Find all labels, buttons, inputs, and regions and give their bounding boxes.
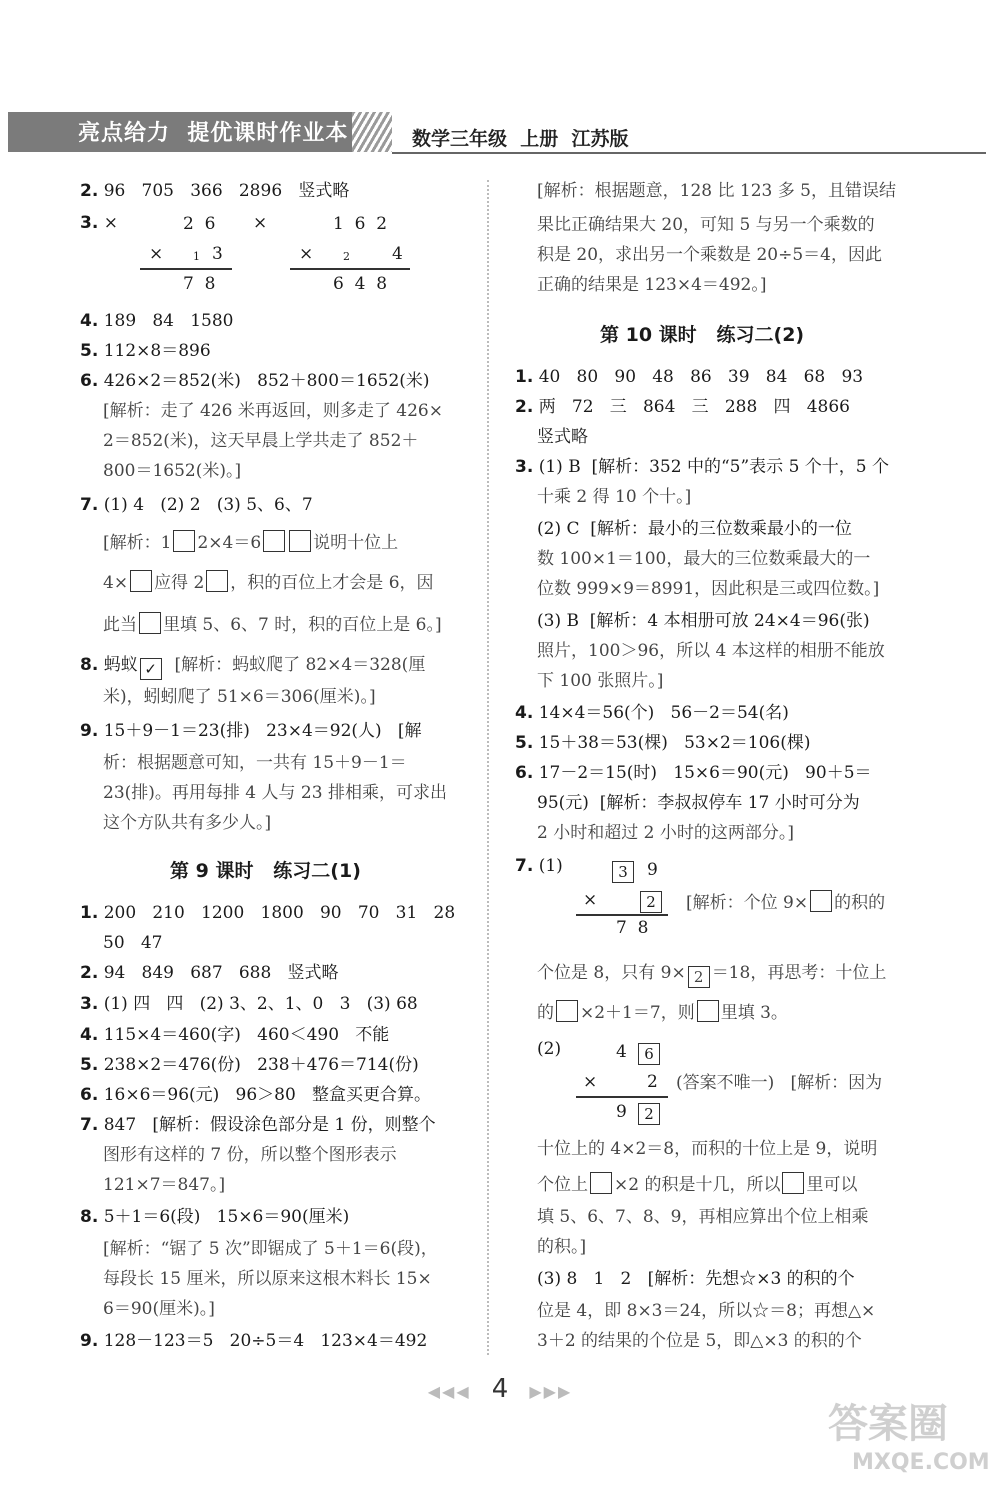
text-span: 128－123＝5 20÷5＝4 123×4＝492: [103, 1331, 428, 1351]
question-number: 5.: [80, 341, 99, 361]
analysis-line: 析：根据题意可知，一共有 15＋9－1＝: [103, 753, 407, 773]
analysis-line: 数 100×1＝100，最大的三位数乘最大的一: [537, 549, 871, 569]
answer-line: [515, 855, 563, 877]
text-span: ×2＋1＝7，则: [580, 1003, 695, 1023]
blank-box: [590, 1172, 612, 1194]
header-title: 亮点给力 提优课时作业本: [78, 121, 349, 146]
vertical-calc-digit: [636, 1100, 662, 1125]
text-span: ＝18，再思考：十位上: [711, 963, 887, 983]
text-span: 里填 3。: [720, 1003, 788, 1023]
text-span: 17－2＝15(时) 15×6＝90(元) 90＋5＝: [538, 763, 872, 783]
text-span: [解析：蚂蚁爬了 82×4＝328(厘: [163, 655, 426, 675]
text-span: 16×6＝96(元) 96＞80 整盒买更合算。: [103, 1085, 431, 1105]
blank-box: [130, 570, 152, 592]
answer-line: [80, 180, 349, 202]
answer-line: [515, 732, 810, 754]
answer-line: [515, 762, 872, 784]
answer-line: [80, 993, 418, 1015]
vertical-calc-digit: 9: [616, 1102, 627, 1122]
analysis-line: 3＋2 的结果的个位是 5，即△×3 的积的个: [537, 1331, 862, 1351]
text-span: 14×4＝56(个) 56－2＝54(名): [538, 703, 789, 723]
text-span: ×2 的积是十几，所以: [614, 1175, 781, 1195]
analysis-line: 十位上的 4×2＝8，而积的十位上是 9，说明: [537, 1139, 878, 1159]
answer-line: (3) B [解析：4 本相册可放 24×4＝96(张): [537, 611, 870, 631]
answer-line: 竖式略: [537, 427, 588, 447]
answer-line: 95(元) [解析：李叔叔停车 17 小时可分为: [537, 793, 860, 813]
analysis-line: 800＝1652(米)。]: [103, 461, 242, 481]
analysis-line: 2 小时和超过 2 小时的这两部分。]: [537, 823, 794, 843]
question-number: 2.: [80, 181, 99, 201]
vertical-calc-digit: 3: [212, 244, 223, 264]
vertical-calc-digit: 7 8: [183, 274, 216, 294]
text-span: (1) 四 四 (2) 3、2、1、0 3 (3) 68: [103, 994, 418, 1014]
analysis-line: 每段长 15 厘米，所以原来这根木料长 15×: [103, 1269, 432, 1289]
question-number: 6.: [80, 371, 99, 391]
header-rule: [392, 152, 986, 154]
vertical-calc-digit: 4: [392, 244, 403, 264]
section-title-lesson-10: 第 10 课时 练习二(2): [600, 324, 805, 346]
blank-box: [263, 530, 285, 552]
text-span: 112×8＝896: [103, 341, 211, 361]
blank-box: [289, 530, 311, 552]
answer-line: (3) 8 1 2 [解析：先想☆×3 的积的个: [537, 1269, 855, 1289]
column-divider: [487, 180, 489, 1355]
answer-line: [80, 370, 430, 392]
vertical-calc-digit: 1 6 2: [333, 214, 388, 234]
analysis-line: 积是 20，求出另一个乘数是 20÷5＝4，因此: [537, 245, 882, 265]
watermark-url: MXQE.COM: [852, 1450, 990, 1475]
analysis-line: 121×7＝847。]: [103, 1175, 226, 1195]
analysis-line: (答案不唯一) [解析：因为: [676, 1073, 883, 1093]
analysis-line: 位数 999×9＝8991，因此积是三或四位数。]: [537, 579, 880, 599]
analysis-line: [解析：“锯了 5 次”即锯成了 5＋1＝6(段)，: [103, 1239, 438, 1259]
text-span: 此当: [103, 615, 137, 635]
blank-box: [782, 1172, 804, 1194]
question-number: 3.: [515, 457, 534, 477]
text-span: ×: [103, 213, 118, 233]
answer-line: 50 47: [103, 933, 163, 953]
vertical-calc-digit: [638, 888, 664, 913]
analysis-line: 填 5、6、7、8、9，再相应算出个位上相乘: [537, 1207, 869, 1227]
page-number: 4: [491, 1374, 509, 1404]
vertical-calc-digit: 4: [616, 1042, 627, 1062]
analysis-line: 正确的结果是 123×4＝492。]: [537, 275, 767, 295]
question-number: 9.: [80, 721, 99, 741]
vertical-calc-rule: [290, 268, 410, 270]
answer-line: [515, 702, 789, 724]
analysis-line: 23(排)。再用每排 4 人与 23 排相乘，可求出: [103, 783, 447, 803]
text-span: 2: [638, 1103, 660, 1125]
analysis-line: [103, 570, 434, 594]
answer-line: [80, 310, 233, 332]
answer-line: [80, 1330, 427, 1352]
header-stripes: [352, 112, 392, 152]
question-number: 5.: [80, 1055, 99, 1075]
answer-line: [515, 456, 889, 478]
text-span: 个位上: [537, 1175, 588, 1195]
analysis-line: 位是 4，即 8×3＝24，所以☆＝8；再想△×: [537, 1301, 876, 1321]
blank-box: [810, 890, 832, 912]
answer-line: [515, 396, 850, 418]
section-title-lesson-9: 第 9 课时 练习二(1): [170, 860, 361, 882]
vertical-calc-digit: [610, 858, 636, 883]
vertical-calc-digit: 9: [647, 860, 658, 880]
question-number: 6.: [80, 1085, 99, 1105]
text-span: 里可以: [806, 1175, 858, 1195]
answer-line: [80, 1054, 419, 1076]
blank-box: [139, 612, 161, 634]
answer-line: [80, 1206, 349, 1228]
answer-line: [515, 366, 863, 388]
blank-box: [556, 1000, 578, 1022]
blank-box: [697, 1000, 719, 1022]
analysis-line: 下 100 张照片。]: [537, 671, 664, 691]
text-span: 200 210 1200 1800 90 70 31 28: [103, 903, 456, 923]
text-span: 2×4＝6: [197, 533, 262, 553]
vertical-calc-digit: 7 8: [616, 918, 649, 938]
answer-line: [80, 1024, 389, 1046]
question-number: 8.: [80, 1207, 99, 1227]
text-span: 426×2＝852(米) 852＋800＝1652(米): [103, 371, 430, 391]
question-number: 3.: [80, 994, 99, 1014]
text-span: 115×4＝460(字) 460＜490 不能: [103, 1025, 390, 1045]
question-number: 7.: [515, 856, 534, 876]
analysis-line: 2＝852(米)，这天早晨上学共走了 852＋: [103, 431, 419, 451]
text-span: 40 80 90 48 86 39 84 68 93: [538, 367, 864, 387]
answer-line: [80, 340, 211, 362]
analysis-line: [103, 530, 398, 554]
question-number: 1.: [80, 903, 99, 923]
text-span: 的: [537, 1003, 554, 1023]
text-span: 蚂蚁: [103, 655, 138, 675]
analysis-line: [537, 1172, 857, 1196]
question-number: 2.: [515, 397, 534, 417]
text-span: 94 849 687 688 竖式略: [103, 963, 339, 983]
text-span: (1) B [解析：352 中的“5”表示 5 个十，5 个: [538, 457, 890, 477]
answer-line: [80, 1084, 431, 1106]
question-number: 2.: [80, 963, 99, 983]
text-span: 6: [638, 1043, 660, 1065]
text-span: 说明十位上: [313, 533, 399, 553]
analysis-line: 这个方队共有多少人。]: [103, 813, 272, 833]
question-number: 1.: [515, 367, 534, 387]
answer-line: [80, 212, 118, 234]
question-number: 3.: [80, 213, 99, 233]
text-span: 里填 5、6、7 时，积的百位上是 6。]: [163, 615, 442, 635]
question-number: 5.: [515, 733, 534, 753]
text-span: 4×: [103, 573, 129, 593]
text-span: 3: [612, 861, 634, 883]
vertical-calc-rule: [576, 1096, 668, 1098]
analysis-line: [解析：走了 426 米再返回，则多走了 426×: [103, 401, 443, 421]
text-span: 847 [解析：假设涂色部分是 1 份，则整个: [103, 1115, 436, 1135]
question-number: 9.: [80, 1331, 99, 1351]
analysis-line: 十乘 2 得 10 个十。]: [537, 487, 692, 507]
text-span: (1): [538, 856, 563, 876]
analysis-line: 果比正确结果大 20，可知 5 与另一个乘数的: [537, 215, 875, 235]
prev-arrows-icon: ◀◀◀: [427, 1382, 471, 1401]
vertical-calc-rule: [576, 914, 668, 916]
answer-line: [80, 1114, 436, 1136]
text-span: (1) 4 (2) 2 (3) 5、6、7: [103, 495, 313, 515]
question-number: 7.: [80, 495, 99, 515]
vertical-calc-digit: ×: [149, 244, 164, 264]
blank-box: [173, 530, 195, 552]
text-span: 189 84 1580: [103, 311, 234, 331]
text-span: 15＋9－1＝23(排) 23×4＝92(人) [解: [103, 721, 422, 741]
vertical-calc-rule: [140, 268, 232, 270]
vertical-calc-digit: [636, 1040, 662, 1065]
analysis-line: 图形有这样的 7 份，所以整个图形表示: [103, 1145, 397, 1165]
check-box: ✓: [140, 658, 162, 680]
question-number: 4.: [515, 703, 534, 723]
text-span: 应得 2: [154, 573, 205, 593]
question-number: 8.: [80, 655, 99, 675]
text-span: 96 705 366 2896 竖式略: [103, 181, 350, 201]
analysis-line: [537, 1000, 788, 1024]
analysis-line: 的积。]: [537, 1237, 587, 1257]
analysis-line: 米)，蚓蚓爬了 51×6＝306(厘米)。]: [103, 687, 376, 707]
answer-line: [253, 212, 267, 234]
answer-line: [80, 720, 422, 742]
analysis-line: 照片，100＞96，所以 4 本这样的相册不能放: [537, 641, 885, 661]
question-number: 4.: [80, 1025, 99, 1045]
next-arrows-icon: ▶▶▶: [529, 1382, 573, 1401]
vertical-calc-digit: 2: [343, 250, 350, 263]
vertical-calc-digit: 2 6: [183, 214, 216, 234]
text-span: ，积的百位上才会是 6，因: [230, 573, 434, 593]
vertical-calc-digit: 6 4 8: [333, 274, 388, 294]
text-span: [解析：1: [103, 533, 172, 553]
vertical-calc-digit: ×: [583, 1072, 598, 1092]
blank-box: [206, 570, 228, 592]
text-span: 238×2＝476(份) 238＋476＝714(份): [103, 1055, 419, 1075]
text-span: 15＋38＝53(棵) 53×2＝106(棵): [538, 733, 811, 753]
text-span: 2: [688, 966, 710, 988]
question-number: 4.: [80, 311, 99, 331]
analysis-line: 6＝90(厘米)。]: [103, 1299, 215, 1319]
analysis-line: [103, 612, 442, 636]
header-book-info: 数学三年级 上册 江苏版: [412, 128, 629, 150]
question-number: 6.: [515, 763, 534, 783]
text-span: 两 72 三 864 三 288 四 4866: [538, 397, 850, 417]
answer-line: [80, 902, 455, 924]
analysis-line: [686, 890, 885, 914]
text-span: 2: [640, 891, 662, 913]
analysis-line: [解析：根据题意，128 比 123 多 5，且错误结: [537, 181, 896, 201]
question-number: 7.: [80, 1115, 99, 1135]
analysis-line: [537, 962, 886, 988]
vertical-calc-digit: ×: [299, 244, 314, 264]
vertical-calc-digit: ×: [583, 890, 598, 910]
answer-line: (2): [537, 1039, 562, 1059]
text-span: 5＋1＝6(段) 15×6＝90(厘米): [103, 1207, 350, 1227]
watermark-logo: 答案圈: [828, 1401, 948, 1447]
text-span: 个位是 8，只有 9×: [537, 963, 686, 983]
vertical-calc-digit: 2: [647, 1072, 658, 1092]
answer-line: [80, 654, 425, 680]
answer-line: [80, 962, 339, 984]
answer-line: [80, 494, 313, 516]
text-span: [解析：个位 9×: [686, 893, 809, 913]
vertical-calc-digit: 1: [193, 250, 200, 263]
text-span: ×: [253, 213, 268, 233]
answer-line: (2) C [解析：最小的三位数乘最小的一位: [537, 519, 852, 539]
text-span: 的积的: [834, 893, 886, 913]
